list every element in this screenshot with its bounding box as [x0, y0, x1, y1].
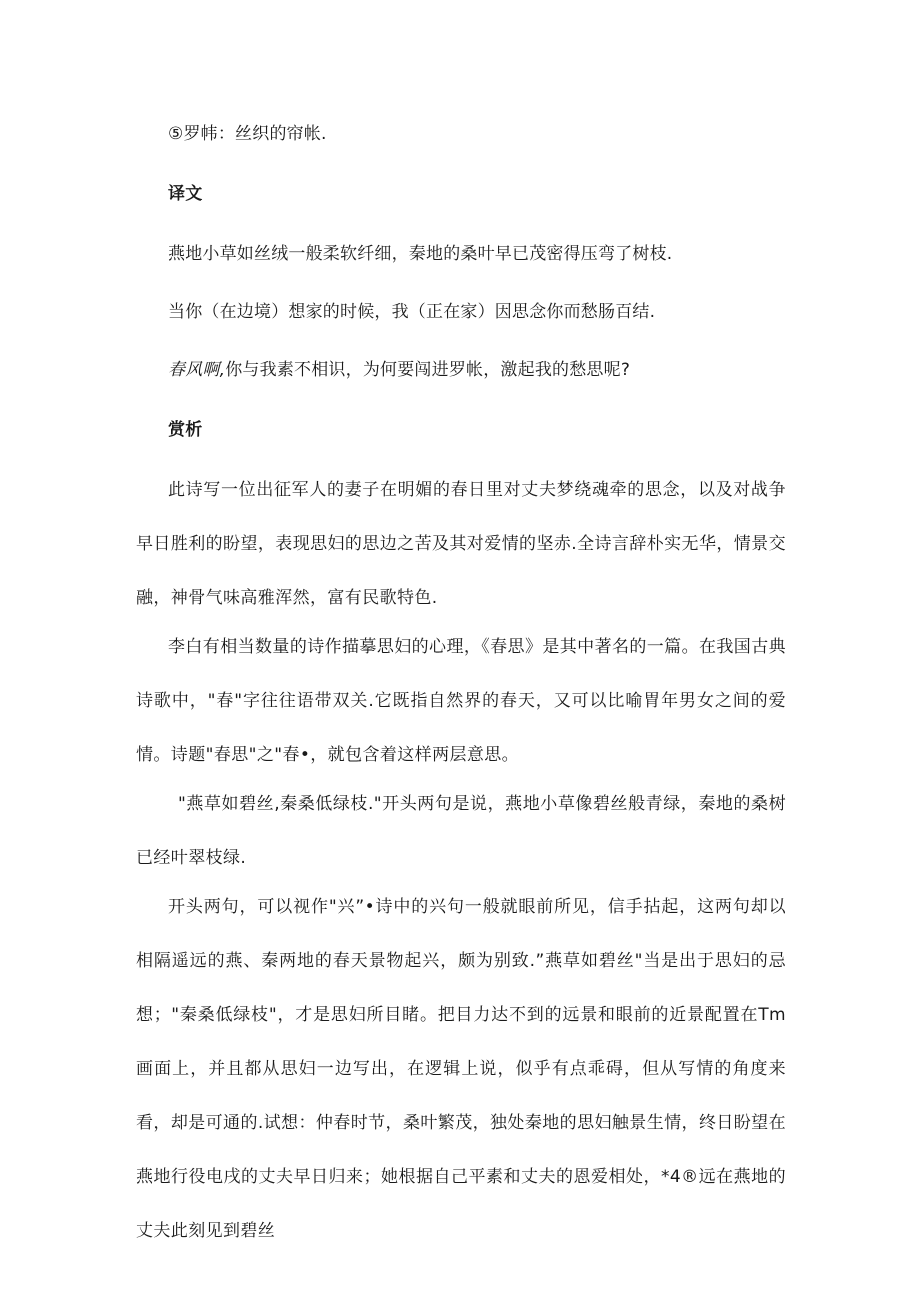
translation-line-3-italic: 春风啊, [168, 360, 226, 380]
translation-line-3-rest: 你与我素不相识，为何要闯进罗帐，激起我的愁思呢? [225, 360, 631, 380]
annotation-note-5: ⑤罗帏：丝织的帘帐. [168, 124, 327, 144]
appreciation-paragraph-3: "燕草如碧丝,秦桑低绿枝."开头两句是说，燕地小草像碧丝般青绿，秦地的桑树已经叶翠枝绿. [136, 794, 786, 868]
appreciation-paragraph-1: 此诗写一位出征军人的妻子在明媚的春日里对丈夫梦绕魂牵的思念，以及对战争早日胜利的盼望，表现思妇的思边之苦及其对爱情的坚赤.全诗言辞朴实无华，情景交融，神骨气味高雅浑然，富有民歌特色. [136, 480, 786, 608]
appreciation-heading: 赏析 [168, 420, 203, 440]
translation-line-2: 当你（在边境）想家的时候，我（正在家）因思念你而愁肠百结. [168, 302, 656, 322]
appreciation-paragraph-2: 李白有相当数量的诗作描摹思妇的心理，《春思》是其中著名的一篇。在我国古典诗歌中，"春"字往往语带双关.它既指自然界的春天，又可以比喻胃年男女之间的爱情。诗题"春思"之"春•，就包含着这样两层意思。 [136, 637, 786, 765]
appreciation-paragraph-4: 开头两句，可以视作"兴”•诗中的兴句一般就眼前所见，信手拈起，这两句却以相隔遥远的燕、秦两地的春天景物起兴，颇为别致.”燕草如碧丝"当是出于思妇的忌想；"秦桑低绿枝"，才是思妇所目睹。把目力达不到的远景和眼前的近景配置在Tm画面上，并且都从思妇一边写出，在逻辑上说，似乎有点乖碍，但从写情的角度来看，却是可通的.试想：仲春时节，桑叶繁茂，独处秦地的思妇触景生情，终日盼望在燕地行役电戌的丈夫早日归来；她根据自己平素和丈夫的恩爱相处，*4®远在燕地的丈夫此刻见到碧丝 [136, 897, 786, 1241]
translation-heading: 译文 [168, 184, 203, 204]
translation-line-1: 燕地小草如丝绒一般柔软纤细，秦地的桑叶早已茂密得压弯了树枝. [168, 244, 673, 264]
translation-line-3 [168, 358, 630, 382]
